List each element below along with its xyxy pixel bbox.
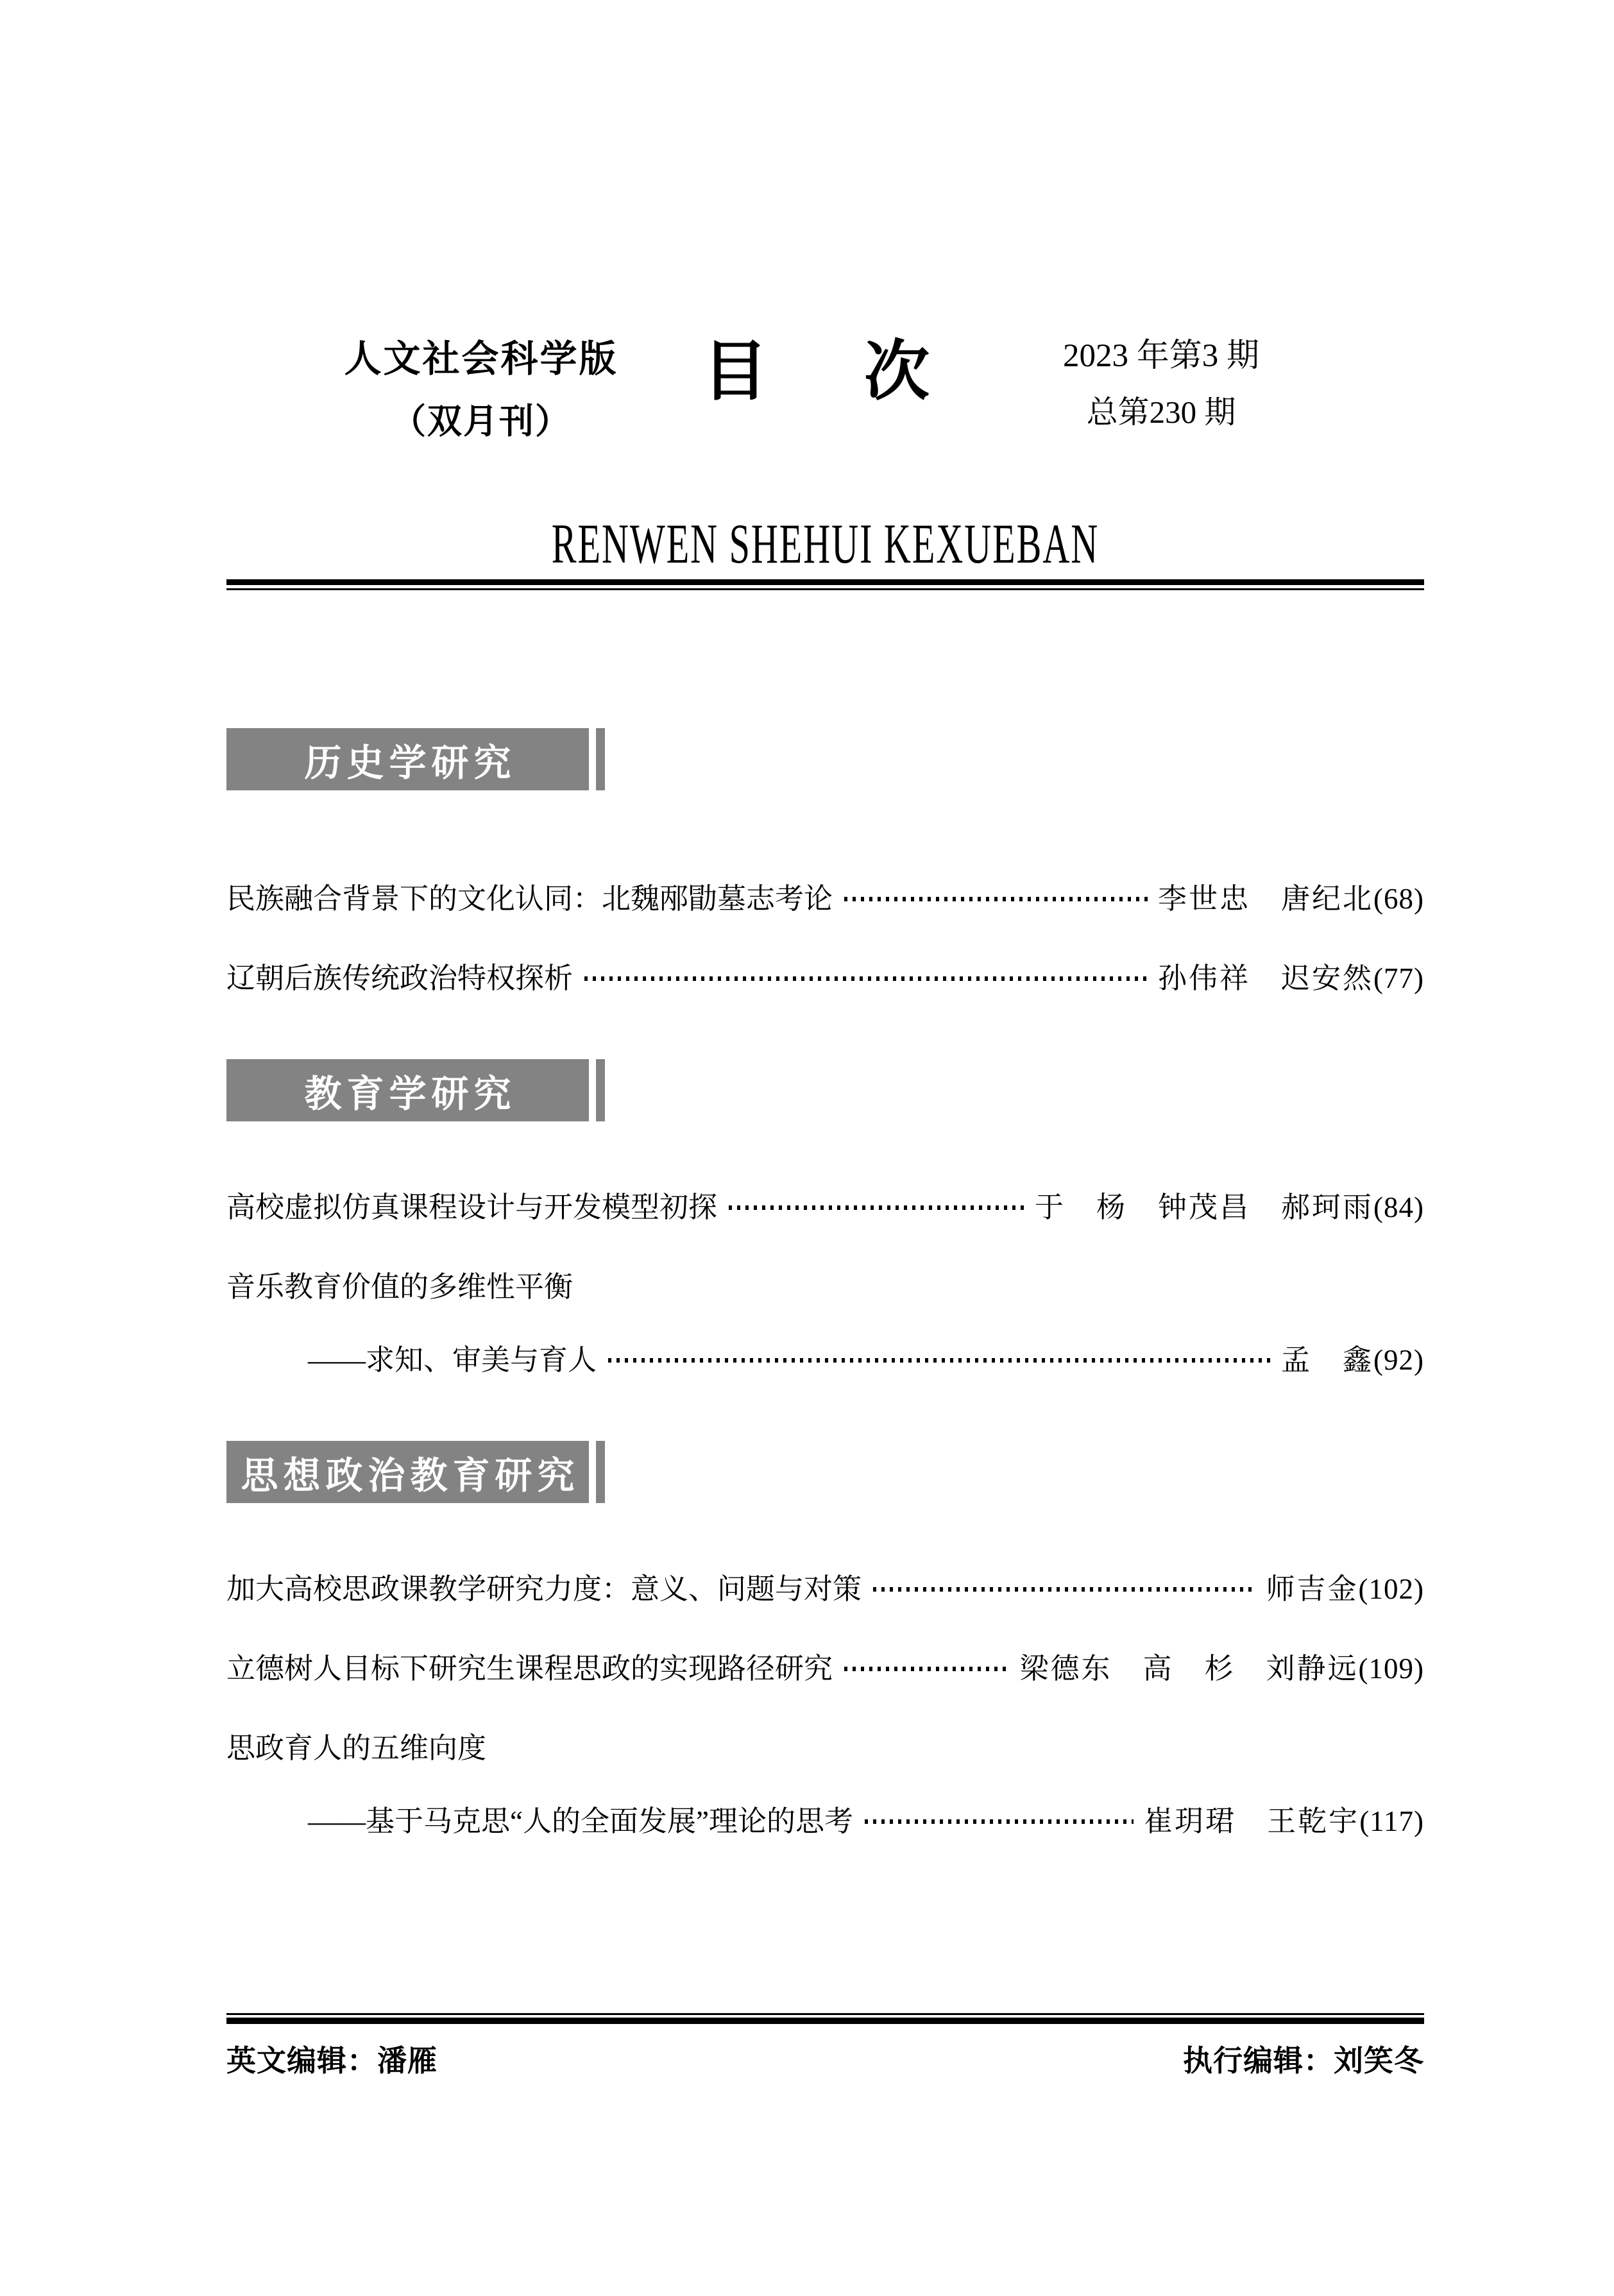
article-title: 辽朝后族传统政治特权探析 <box>226 962 573 994</box>
dot-leader <box>844 1667 1009 1671</box>
article-page: (117) <box>1359 1805 1424 1837</box>
footer <box>226 2037 1424 2080</box>
sections-container <box>226 728 1424 1840</box>
article-page: (109) <box>1358 1653 1424 1685</box>
issue-cumulative-number: 总第230 期 <box>1086 395 1236 430</box>
issue-year-number: 2023 年第3 期 <box>1062 338 1259 374</box>
article-authors: 孙伟祥 迟安然 <box>1158 962 1374 994</box>
toc-entry <box>226 960 1424 997</box>
toc-entry-subtitle <box>226 1341 1424 1379</box>
article-page: (68) <box>1373 883 1424 915</box>
dot-leader <box>729 1205 1024 1210</box>
article-subtitle: ——求知、审美与育人 <box>308 1344 597 1376</box>
section-header-bar <box>226 1441 589 1503</box>
article-authors: 孟 鑫 <box>1281 1344 1374 1376</box>
article-title: 音乐教育价值的多维性平衡 <box>226 1271 573 1303</box>
section-header-tick <box>596 728 605 790</box>
article-page: (102) <box>1358 1573 1424 1605</box>
section-header-tick <box>596 1059 605 1121</box>
article-authors: 李世忠 唐纪北 <box>1158 883 1374 915</box>
article-title: 高校虚拟仿真课程设计与开发模型初探 <box>226 1191 718 1223</box>
article-title: 立德树人目标下研究生课程思政的实现路径研究 <box>226 1653 833 1685</box>
section-block <box>226 1441 1424 1840</box>
footer-executive-editor: 执行编辑：刘笑冬 <box>1183 2044 1424 2077</box>
section-block <box>226 1059 1424 1379</box>
header-double-rule <box>226 579 1424 590</box>
section-header-label: 教育学研究 <box>304 1073 516 1115</box>
journal-name: 人文社会科学版 <box>344 338 618 380</box>
section-header <box>226 1059 1424 1121</box>
dot-leader <box>608 1358 1271 1363</box>
toc-entry <box>226 1570 1424 1608</box>
article-title: 加大高校思政课教学研究力度：意义、问题与对策 <box>226 1573 862 1605</box>
article-authors: 崔玥珺 王乾宇 <box>1144 1805 1360 1837</box>
section-block <box>226 728 1424 997</box>
article-page: (77) <box>1373 962 1424 994</box>
article-authors: 师吉金 <box>1266 1573 1359 1605</box>
dot-leader <box>865 1819 1134 1824</box>
section-header-tick <box>596 1441 605 1503</box>
toc-entry <box>226 1189 1424 1226</box>
dot-leader <box>873 1587 1255 1592</box>
article-title: 思政育人的五维向度 <box>226 1732 487 1764</box>
toc-entry-subtitle <box>226 1803 1424 1840</box>
dot-leader <box>584 976 1148 981</box>
toc-entry <box>226 1730 1424 1767</box>
article-subtitle: ——基于马克思“人的全面发展”理论的思考 <box>308 1805 853 1837</box>
section-header-label: 思想政治教育研究 <box>241 1454 580 1497</box>
toc-entry <box>226 880 1424 917</box>
article-page: (92) <box>1373 1344 1424 1376</box>
toc-title: 目次 <box>702 335 1026 408</box>
toc-content <box>226 579 1424 1840</box>
journal-subtitle: （双月刊） <box>391 402 571 441</box>
article-page: (84) <box>1373 1191 1424 1223</box>
section-header-label: 历史学研究 <box>304 742 516 784</box>
article-authors: 梁德东 高 杉 刘静远 <box>1019 1653 1359 1685</box>
footer-english-editor: 英文编辑：潘雁 <box>226 2044 437 2077</box>
toc-entry <box>226 1650 1424 1687</box>
issue-block <box>1014 328 1309 432</box>
article-authors: 于 杨 钟茂昌 郝珂雨 <box>1035 1191 1374 1223</box>
section-header <box>226 1441 1424 1503</box>
article-title: 民族融合背景下的文化认同：北魏邴勖墓志考论 <box>226 883 833 915</box>
section-header-bar <box>226 728 589 790</box>
toc-entry <box>226 1268 1424 1305</box>
section-header <box>226 728 1424 790</box>
pinyin-title: RENWEN SHEHUI KEXUEBAN <box>551 513 1100 575</box>
section-header-bar <box>226 1059 589 1121</box>
footer-double-rule <box>226 2013 1424 2024</box>
masthead-left <box>324 328 638 443</box>
dot-leader <box>844 897 1148 901</box>
